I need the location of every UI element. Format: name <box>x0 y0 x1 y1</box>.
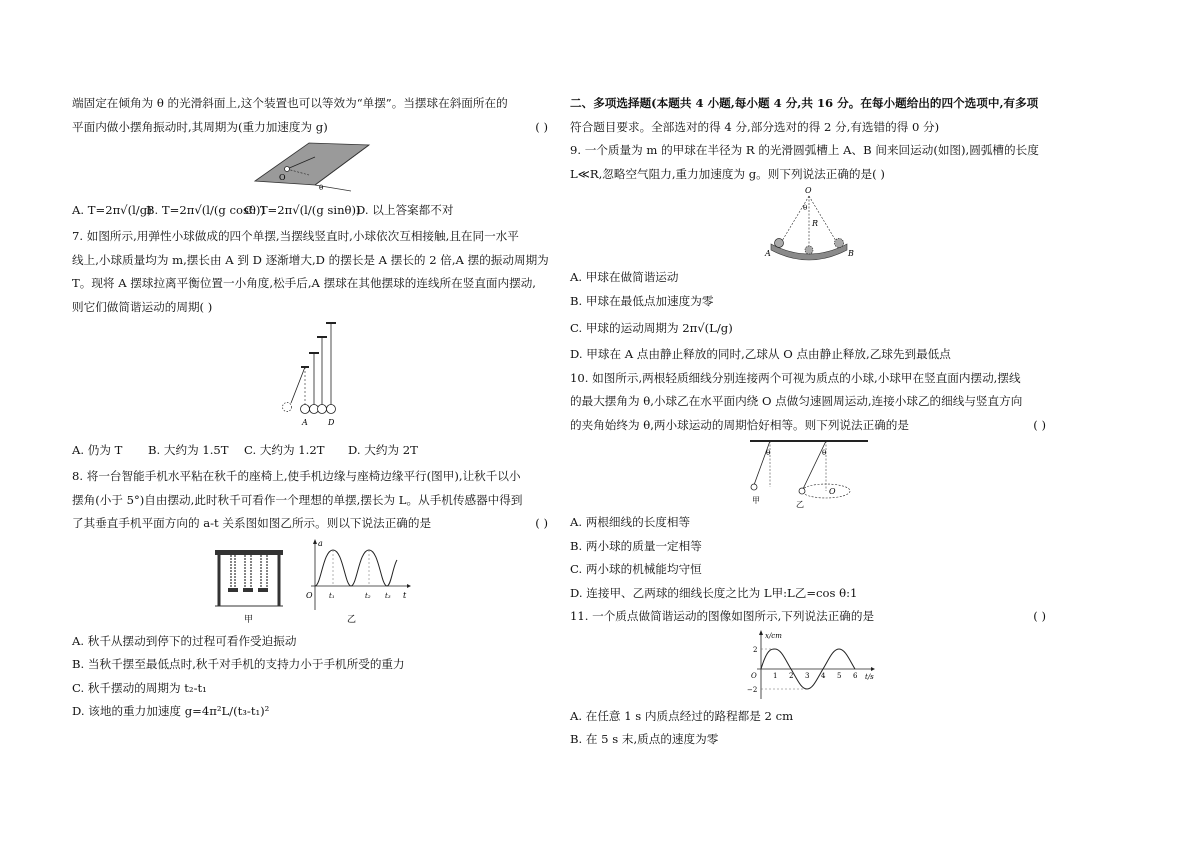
right-column <box>570 92 1048 752</box>
q8-graph-label-t: t <box>403 590 407 600</box>
q11-label-x5: 5 <box>837 671 842 680</box>
q9-label-theta: θ <box>803 204 808 212</box>
q8-graph-label-o: O <box>306 590 313 600</box>
q8-line-1: 8. 将一台智能手机水平粘在秋千的座椅上,使手机边缘与座椅边缘平行(图甲),让秋千以小 <box>72 469 521 483</box>
q9-label-a: A <box>765 249 771 258</box>
q6-line-1: 端固定在倾角为 θ 的光滑斜面上,这个装置也可以等效为“单摆”。当摆球在斜面所在的 <box>72 96 508 110</box>
q6-figure-incline <box>72 139 550 197</box>
q11-option-b: B. 在 5 s 末,质点的速度为零 <box>570 732 719 746</box>
q6-option-c: C. T=2π√(l/(g sinθ)) <box>244 203 361 218</box>
q10-label-jia: 甲 <box>752 496 760 505</box>
q7-option-d: D. 大约为 2T <box>348 443 418 458</box>
q6-answer-paren: ( ) <box>535 119 548 134</box>
q8-answer-paren: ( ) <box>535 516 548 530</box>
q7-line-4: 则它们做简谐运动的周期( ) <box>72 299 213 314</box>
q11-label-x3: 3 <box>805 671 810 680</box>
q6-option-a: A. T=2π√(l/g) <box>72 203 152 218</box>
q6-label-o: O <box>279 173 286 182</box>
q9-option-d: D. 甲球在 A 点由静止释放的同时,乙球从 O 点由静止释放,乙球先到最低点 <box>570 347 951 361</box>
q8-option-a: A. 秋千从摆动到停下的过程可看作受迫振动 <box>72 633 297 648</box>
q10-label-o: O <box>829 487 836 496</box>
q11-label-ym2: −2 <box>747 685 758 694</box>
section-heading-line-1: 二、多项选择题(本题共 4 小题,每小题 4 分,共 16 分。在每小题给出的四个选项中,有多项 <box>570 96 1039 110</box>
section-heading-line-2: 符合题目要求。全部选对的得 4 分,部分选对的得 2 分,有选错的得 0 分) <box>570 119 940 134</box>
q9-line-2: L≪R,忽略空气阻力,重力加速度为 g。则下列说法正确的是( ) <box>570 166 885 181</box>
q8-label-yi: 乙 <box>347 614 357 625</box>
q9-label-o: O <box>805 186 812 195</box>
q10-line-1: 10. 如图所示,两根轻质细线分别连接两个可视为质点的小球,小球甲在竖直面内摆动,摆线 <box>570 370 1021 385</box>
q6-option-d: D. 以上答案都不对 <box>356 203 454 218</box>
q11-line-1-text: 11. 一个质点做简谐运动的图像如图所示,下列说法正确的是 <box>570 609 875 623</box>
q11-figure-graph <box>570 629 1048 705</box>
q11-label-x4: 4 <box>821 671 826 680</box>
q8-line-3-text: 了其垂直手机平面方向的 a-t 关系图如图乙所示。则以下说法正确的是 <box>72 516 432 530</box>
q10-option-b: B. 两小球的质量一定相等 <box>570 538 702 553</box>
q6-line-2 <box>72 116 550 140</box>
q10-line-2: 的最大摆角为 θ,小球乙在水平面内绕 O 点做匀速圆周运动,连接小球乙的细线与竖直方向 <box>570 394 1023 408</box>
q10-label-theta-1: θ <box>766 449 771 457</box>
q8-graph-label-t3: t₃ <box>385 591 391 600</box>
q11-answer-paren: ( ) <box>1033 609 1046 623</box>
q9-label-b: B <box>848 249 854 258</box>
q8-graph-label-t1: t₁ <box>329 591 335 600</box>
q8-option-b: B. 当秋千摆至最低点时,秋千对手机的支持力小于手机所受的重力 <box>72 657 405 671</box>
q8-graph-label-a: a <box>318 538 323 548</box>
q8-option-d: D. 该地的重力加速度 g=4π²L/(t₃-t₁)² <box>72 704 270 718</box>
q8-figure <box>72 536 550 630</box>
q8-label-jia: 甲 <box>244 614 254 625</box>
q10-option-d: D. 连接甲、乙两球的细线长度之比为 L甲:L乙=cos θ:1 <box>570 585 858 600</box>
q6-line-2-text: 平面内做小摆角振动时,其周期为(重力加速度为 g) <box>72 119 328 134</box>
q10-label-theta-2: θ <box>822 449 827 457</box>
q6-options <box>72 197 550 225</box>
q7-options <box>72 437 550 465</box>
q9-option-b: B. 甲球在最低点加速度为零 <box>570 293 714 308</box>
q11-label-x6: 6 <box>853 671 858 680</box>
q7-figure-pendulums <box>72 319 550 437</box>
q10-figure <box>570 437 1048 511</box>
q7-option-a: A. 仍为 T <box>72 443 123 458</box>
q11-label-xlabel: t/s <box>865 672 874 681</box>
q11-option-a: A. 在任意 1 s 内质点经过的路程都是 2 cm <box>570 708 794 723</box>
q9-line-1: 9. 一个质量为 m 的甲球在半径为 R 的光滑圆弧槽上 A、B 间来回运动(如图),圆弧槽的长度 <box>570 143 1039 157</box>
q10-option-a: A. 两根细线的长度相等 <box>570 515 691 529</box>
q7-line-1: 7. 如图所示,用弹性小球做成的四个单摆,当摆线竖直时,小球依次互相接触,且在同一水平 <box>72 229 519 243</box>
q9-label-r: R <box>812 219 819 228</box>
left-column <box>72 92 550 724</box>
q11-line-1 <box>570 605 1048 629</box>
q10-line-3-text: 的夹角始终为 θ,两小球运动的周期恰好相等。则下列说法正确的是 <box>570 417 909 432</box>
q7-line-3: T。现将 A 摆球拉离平衡位置一小角度,松手后,A 摆球在其他摆球的连线所在竖直面内摆动, <box>72 276 536 290</box>
q7-option-b: B. 大约为 1.5T <box>148 443 229 458</box>
q9-option-a: A. 甲球在做简谐运动 <box>570 270 679 284</box>
q11-label-y2: 2 <box>753 645 758 654</box>
q7-option-c: C. 大约为 1.2T <box>244 443 325 458</box>
q7-line-2: 线上,小球质量均为 m,摆长由 A 到 D 逐渐增大,D 的摆长是 A 摆长的 2 倍,A 摆的振动周期为 <box>72 252 549 267</box>
q8-line-3 <box>72 512 550 536</box>
q11-label-x1: 1 <box>773 671 778 680</box>
q8-option-c: C. 秋千摆动的周期为 t₂-t₁ <box>72 680 207 695</box>
q7-label-a: A <box>302 418 308 427</box>
q10-answer-paren: ( ) <box>1033 417 1046 432</box>
q11-label-x2: 2 <box>789 671 794 680</box>
q11-label-o: O <box>751 671 757 680</box>
q7-label-d: D <box>328 418 335 427</box>
q6-label-theta: θ <box>319 184 324 192</box>
q8-graph-label-t2: t₂ <box>365 591 371 600</box>
q10-line-3 <box>570 414 1048 438</box>
q11-label-ylabel: x/cm <box>765 631 782 640</box>
q6-option-b: B. T=2π√(l/(g cosθ)) <box>146 203 265 218</box>
q9-figure-arc <box>570 186 1048 266</box>
q10-label-yi: 乙 <box>796 500 804 509</box>
q9-option-c: C. 甲球的运动周期为 2π√(L/g) <box>570 321 733 335</box>
q10-option-c: C. 两小球的机械能均守恒 <box>570 562 702 576</box>
q8-line-2: 摆角(小于 5°)自由摆动,此时秋千可看作一个理想的单摆,摆长为 L。从手机传感器中得到 <box>72 492 523 507</box>
